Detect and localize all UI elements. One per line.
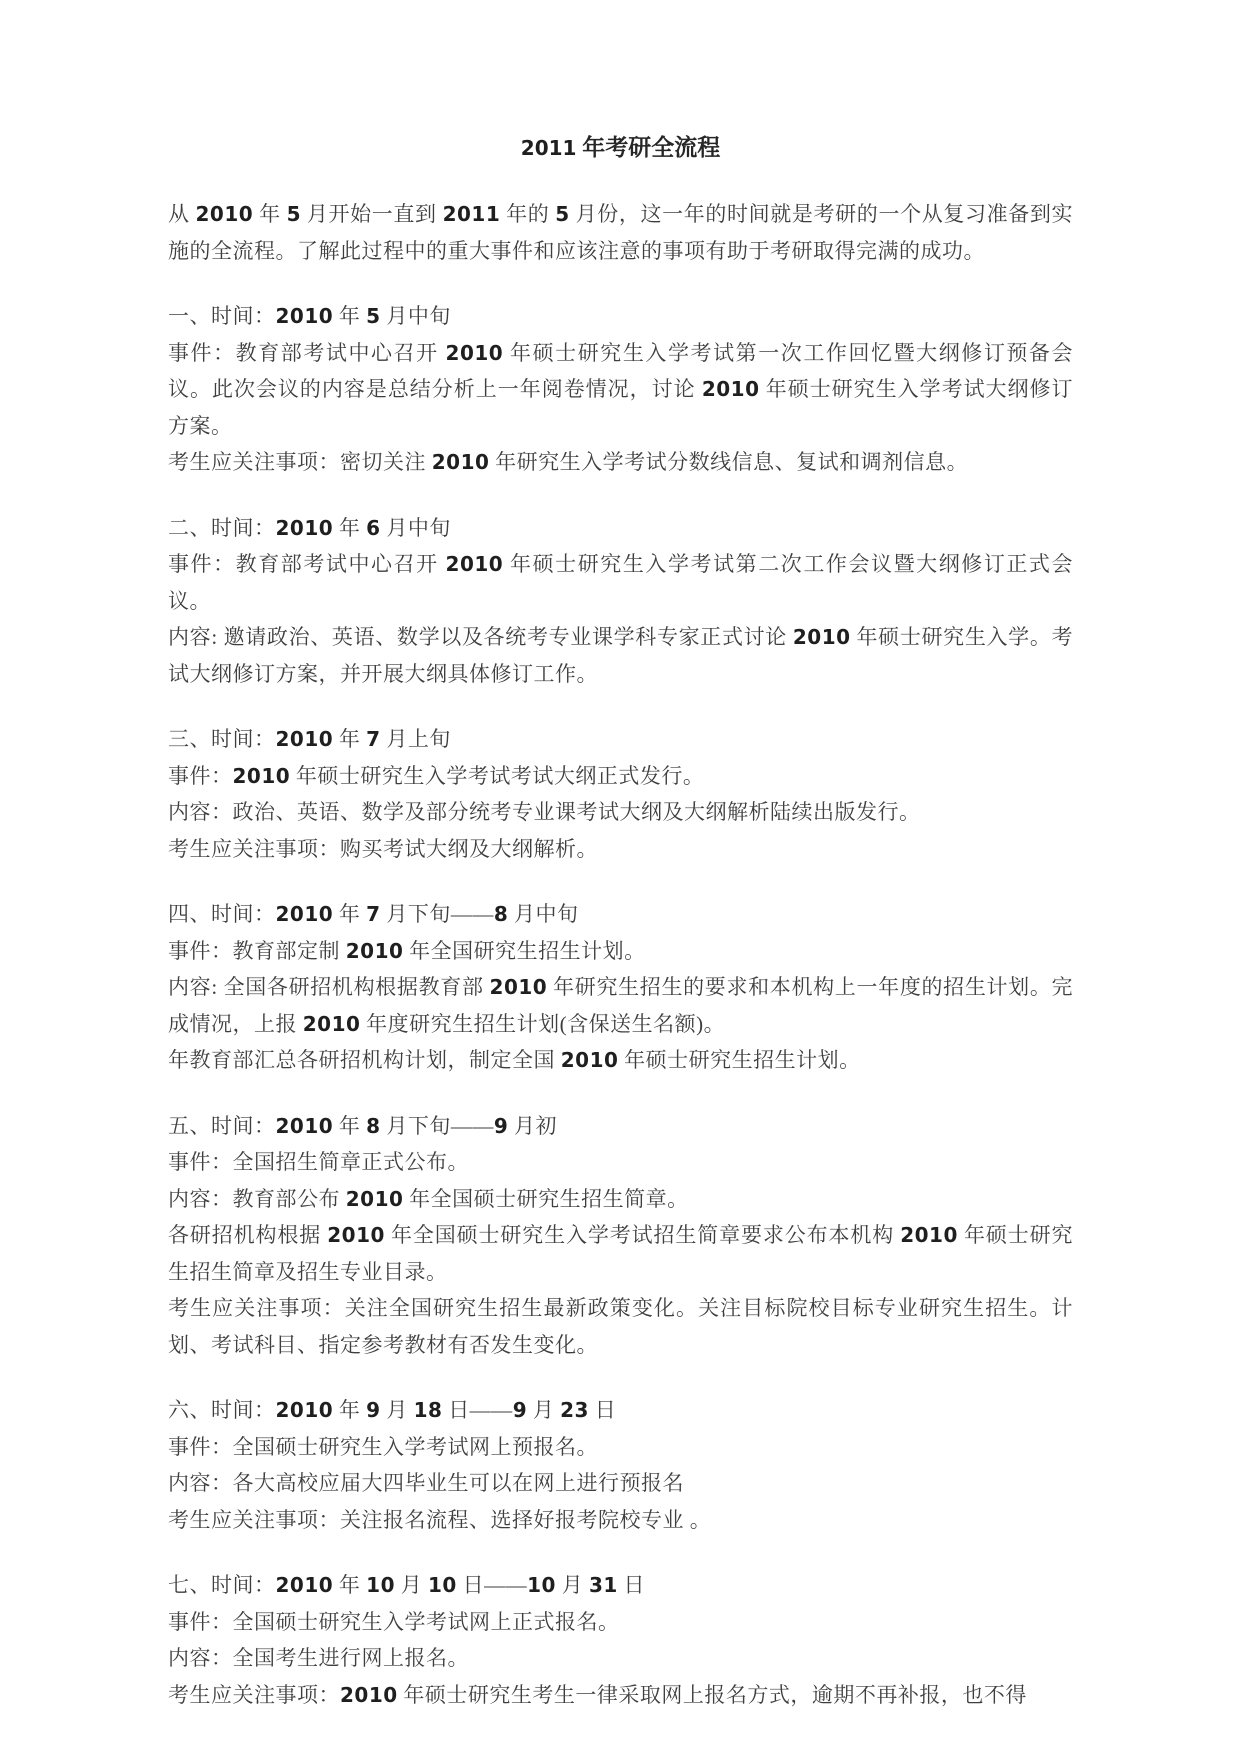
section-content-line: 内容: 邀请政治、英语、数学以及各统考专业课学科专家正式讨论 2010 年硕士研究生入学。考试大纲修订方案，并开展大纲具体修订工作。 xyxy=(168,625,1073,686)
section-notice-line: 考生应关注事项：关注全国研究生招生最新政策变化。关注目标院校目标专业研究生招生。计划、考试科目、指定参考教材有否发生变化。 xyxy=(168,1296,1073,1357)
section-time-line: 七、时间：2010 年 10 月 10 日——10 月 31 日 xyxy=(168,1573,646,1597)
section-event-line: 事件：教育部定制 2010 年全国研究生招生计划。 xyxy=(168,938,646,963)
section-6 xyxy=(168,1392,1073,1538)
section-2 xyxy=(168,510,1073,693)
section-notice-line: 考生应关注事项：2010 年硕士研究生考生一律采取网上报名方式，逾期不再补报，也不得 xyxy=(168,1682,1027,1707)
section-time-line: 五、时间：2010 年 8 月下旬——9 月初 xyxy=(168,1113,558,1138)
section-event-line: 事件：教育部考试中心召开 2010 年硕士研究生入学考试第二次工作会议暨大纲修订正式会议。 xyxy=(168,552,1073,613)
section-notice-line: 考生应关注事项：购买考试大纲及大纲解析。 xyxy=(168,836,598,861)
section-event-line: 事件：2010 年硕士研究生入学考试考试大纲正式发行。 xyxy=(168,763,705,788)
section-time-line: 六、时间：2010 年 9 月 18 日——9 月 23 日 xyxy=(168,1398,617,1422)
section-notice-line: 考生应关注事项：密切关注 2010 年研究生入学考试分数线信息、复试和调剂信息。 xyxy=(168,450,969,474)
section-content-line: 各研招机构根据 2010 年全国硕士研究生入学考试招生简章要求公布本机构 2010 年硕士研究生招生简章及招生专业目录。 xyxy=(168,1223,1074,1284)
section-content-line: 内容：全国考生进行网上报名。 xyxy=(168,1646,469,1670)
section-time-line: 一、时间：2010 年 5 月中旬 xyxy=(168,304,451,328)
section-content-line: 内容：政治、英语、数学及部分统考专业课考试大纲及大纲解析陆续出版发行。 xyxy=(168,800,921,824)
section-time-line: 三、时间：2010 年 7 月上旬 xyxy=(168,727,451,751)
section-event-line: 事件：全国硕士研究生入学考试网上预报名。 xyxy=(168,1434,598,1459)
section-content-line: 内容: 全国各研招机构根据教育部 2010 年研究生招生的要求和本机构上一年度的招生计划。完成情况，上报 2010 年度研究生招生计划(含保送生名额)。 xyxy=(168,975,1073,1036)
section-content-line: 内容：教育部公布 2010 年全国硕士研究生招生简章。 xyxy=(168,1186,689,1211)
section-time-line: 二、时间：2010 年 6 月中旬 xyxy=(168,515,451,540)
section-event-line: 事件：全国招生简章正式公布。 xyxy=(168,1150,469,1174)
section-event-line: 事件：教育部考试中心召开 2010 年硕士研究生入学考试第一次工作回忆暨大纲修订预备会议。此次会议的内容是总结分析上一年阅卷情况，讨论 2010 年硕士研究生入学考试大纲修订方案。 xyxy=(168,340,1074,438)
section-1 xyxy=(168,298,1073,481)
section-3 xyxy=(168,721,1073,867)
section-time-line: 四、时间：2010 年 7 月下旬——8 月中旬 xyxy=(168,902,579,926)
section-4 xyxy=(168,896,1073,1079)
document-title: 2011 年考研全流程 xyxy=(520,135,721,160)
section-content-line: 年教育部汇总各研招机构计划，制定全国 2010 年硕士研究生招生计划。 xyxy=(168,1048,861,1072)
section-7 xyxy=(168,1567,1073,1713)
section-content-line: 内容：各大高校应届大四毕业生可以在网上进行预报名 xyxy=(168,1471,684,1495)
section-5 xyxy=(168,1108,1073,1364)
intro-paragraph: 从 2010 年 5 月开始一直到 2011 年的 5 月份，这一年的时间就是考研的一个从复习准备到实施的全流程。了解此过程中的重大事件和应该注意的事项有助于考研取得完满的成功。 xyxy=(168,202,1074,263)
section-event-line: 事件：全国硕士研究生入学考试网上正式报名。 xyxy=(168,1609,620,1634)
section-notice-line: 考生应关注事项：关注报名流程、选择好报考院校专业 。 xyxy=(168,1507,712,1532)
